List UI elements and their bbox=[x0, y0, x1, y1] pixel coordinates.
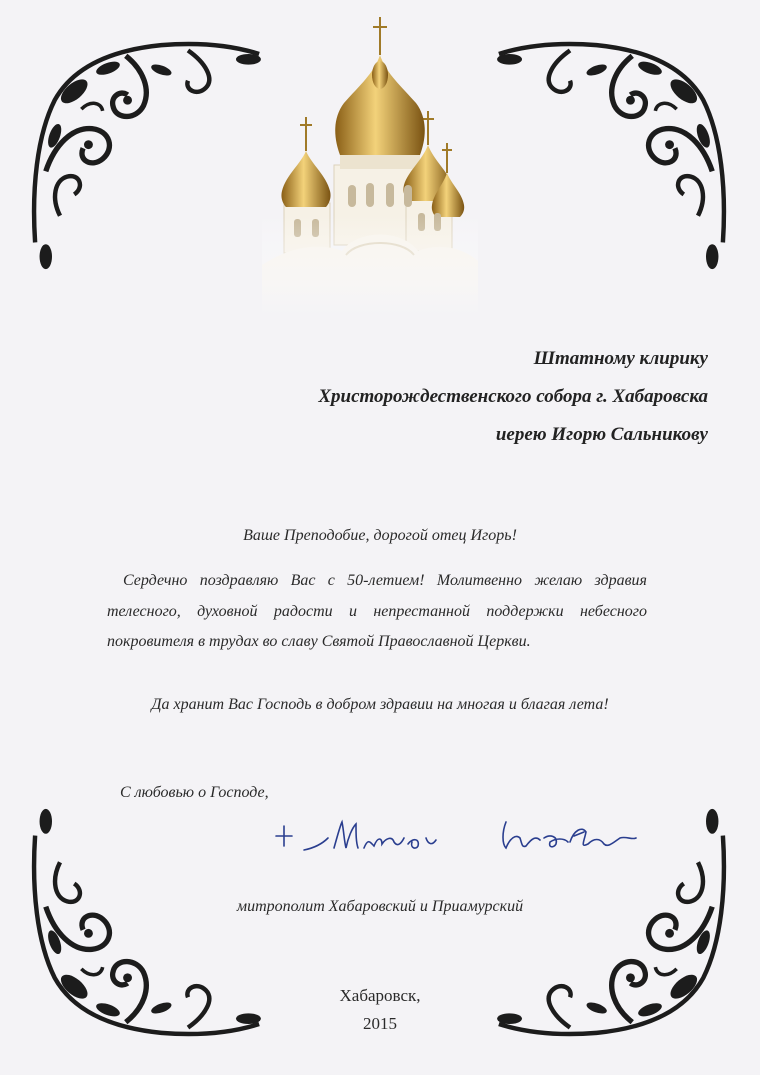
addressee-block bbox=[318, 340, 708, 454]
corner-ornament-top-left bbox=[28, 38, 268, 278]
cathedral-illustration bbox=[262, 15, 478, 315]
letter-body bbox=[107, 566, 647, 658]
handwritten-signature bbox=[270, 808, 660, 863]
place: Хабаровск, bbox=[339, 986, 421, 1005]
salutation: Ваше Преподобие, дорогой отец Игорь! bbox=[243, 527, 517, 544]
addressee-line-2: Христорождественского собора г. Хабаровска bbox=[318, 386, 708, 407]
closing-phrase: С любовью о Господе, bbox=[120, 784, 269, 801]
addressee-line-3: иерею Игорю Сальникову bbox=[495, 424, 708, 445]
body-paragraph-2: Да хранит Вас Господь в добром здравии на многая и благая лета! bbox=[151, 696, 609, 713]
addressee-line-1: Штатному клирику bbox=[533, 348, 708, 369]
year: 2015 bbox=[363, 1014, 397, 1033]
place-date bbox=[0, 982, 760, 1038]
signatory-title: митрополит Хабаровский и Приамурский bbox=[236, 898, 524, 915]
corner-ornament-top-right bbox=[490, 38, 730, 278]
body-paragraph-1: Сердечно поздравляю Вас с 50-летием! Молитвенно желаю здравия телесного, духовной радости и непрестанной поддержки небесного покровителя в трудах во славу Святой Православной Церкви. bbox=[107, 572, 647, 650]
